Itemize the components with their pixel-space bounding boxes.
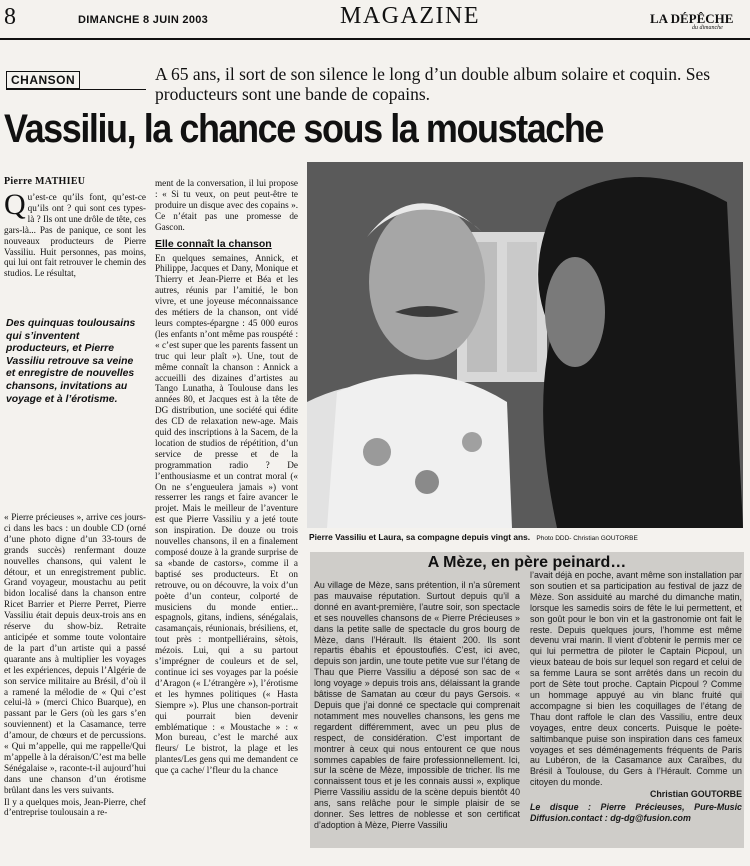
column-1-body <box>4 512 146 842</box>
photo-credit: Photo DDD- Christian GOUTORBE <box>536 535 638 542</box>
paper-name: LA DÉPÊCHE <box>650 11 734 26</box>
header-rule <box>0 38 750 40</box>
sidebar-box <box>310 552 744 848</box>
box-col1-text: Au village de Mèze, sans prétention, il n’a sûrement pas mauvaise réputation. Surtout depuis qu’il a donné en avant-première, l’autre soir, son spectacle et ses nouvelles chansons de « Pierre Précieuses » dans la petite salle de spectacle du gros bourg de Mèze, dans l’Hérault. Ils étaient 200. Ils sont repartis ébahis et époustouflés. C’est, ici avec, depuis son jardin, une toute petite vue sur l’étang de Thau que Pierre Vassiliu a déposé son sac de « long voyage » depuis trois ans, délaissant la grande bâtisse de Samatan au cœur du pays Gersois. « Depuis que j’ai donné ce spectacle qui comprenait notamment mes nouvelles chansons, les gens me regardent différemment, avec un peu plus de respect, de considération. C’est important de montrer à ceux qui nous entourent ce que nous sommes capables de faire professionnellement. Ici, sur la scène de Mèze, impossible de tricher. Ils me connaissent tous et je les connais aussi », explique Pierre Vassiliu assidu de la scène depuis bientôt 40 ans, sans relâche pour le simple plaisir de se donner. Ses lettres de noblesse et son certificat d’adoption à Mèze, Pierre Vassiliu <box>314 580 520 830</box>
paper-subtitle: du dimanche <box>692 25 723 31</box>
byline: Pierre MATHIEU <box>4 176 86 187</box>
standfirst: A 65 ans, il sort de son silence le long d’un double album solaire et coquin. Ses producteurs sont une bande de copains. <box>155 64 711 104</box>
header-date: DIMANCHE 8 JUIN 2003 <box>78 14 209 26</box>
col2-body-text: En quelques semaines, Annick, et Philippe, Jacques et Dany, Monique et Thierry et Jean-Pierre et Béa et les autres, réunis par l’amitié, le bon vivre, et une joyeuse méconnaissance des métiers de la chanson, ont vidé leurs comptes-épargne : 45 000 euros (les enfants n’ont même pas rouspété : « c’est super que les parents fassent un truc qui leur plaît »). Une, tout de même connaît la chanson : Annick a accueilli des dizaines d’artistes au Tango Lunatha, à Toulouse dans les années 80, et Jacques est à la tête de DG distribution, une société qui édite des CD de relaxation new-age. Mais quid des inscriptions à la Sacem, de la location de studios de répétition, d’un service de presse et de la programmation radio ? De l’enthousiasme et un contrat moral (« On ne s’engueulera jamais ») vont resserrer les rangs et faire avancer le projet. Mais le meilleur de l’aventure est que Pierre Vassiliu y a jeté toute son inspiration. De douze ou trois nouvelles chansons, il en a finalement composé douze à la grande surprise de sa «bande de castors», comme il a baptisé ses producteurs. Et on retrouve, ou on découvre, la voix d’un poète d’un conteur, colporté de musiciens du monde entier... espagnols, gitans, indiens, sénégalais, casamançais, réunionais, brésiliens, et, tout près : montpelliérains, sètois, mézois. Lui, qui a su partout s’imprégner de couleurs et de sel, continue ici ses voyages par la poésie d’Aragon (« L’étrangère »), l’érotisme et les hymnes politiques (« Hasta Siempre »). Plus une chanson-portrait qui pourrait bien devenir emblématique : « Moustache » : « Mon bureau, c’est le marché aux fleurs/ Le bistrot, la plage et les plantes/Les gens qui me demandent ce que ça cache/ l’fleur du la chance <box>155 252 298 776</box>
rubric-label: CHANSON <box>6 71 80 89</box>
section-title: MAGAZINE <box>340 3 480 29</box>
headline: Vassiliu, la chance sous la moustache <box>4 107 604 151</box>
box-col2-text: l’avait déjà en poche, avant même son installation par son soutien et sa participation au festival de jazz de Mèze. Son assiduité au marché du dimanche matin, lorsque les samedis soirs de fête le lui permettent, et son goût pour le bon vin et la gastronomie ont fait le reste. Depuis quelques jours, l’homme est même devenu vrai marin. Il vient d’obtenir le permis mer ce qui lui permettra de piloter le Captain Picpoul, un vieux bateau de bois sur lequel son regard et celui de sa femme Laura se sont arrêtés dans un recoin du port de Sète tout proche. Captain Picpoul ? Comme un hommage appuyé au vin blanc fruité qui accompagne si bien les coquillages de l’étang de Thau dont raffole le clan des Vassiliu, entre deux voyages, entre deux concerts. Puisque le poète-saltimbanque puise son inspiration dans ces fameux voyages et ses déménagements fréquents de Paris au Lubéron, de la Casamance aux Caraïbes, du Brésil à Toulouse, du Gers à l’Hérault. Comme un citoyen du monde. <box>530 570 742 788</box>
col1-body-text: « Pierre précieuses », arrive ces jours-ci dans les bacs : un double CD (orné d’une photo digne d’un 33-tours de grands succès) renfermant douze nouvelles chansons, qui valent le détour, et un enregistrement public. Grand voyageur, moustachu au petit bidon localisé dans la chanson entre Ricet Barrier et Pierre Perret, Pierre Vassiliu était depuis deux-trois ans en réserve du show-biz. Retraite anticipée et somme toute volontaire de la part d’un artiste qui a passé quarante ans à multiplier les voyages et les expériences, depuis l’Algérie de son service militaire au Brésil, d’où il a ramené la mélodie de « Qui c’est celui-là » (merci Chico Buarque), en passant par le Gers (où les gars s’en souviennent) et la Casamance, terre d’amour, de chœurs et de percussions. « Qui m’appelle, qui me rappelle/Qui m’appelle à la déraison/C’est ma belle Sénégalaise », raconte-t-il aujourd’hui dans une chanson d’un érotisme brûlant dans les vers suivants. <box>4 512 146 795</box>
col2-top-text: ment de la conversation, il lui propose : « Si tu veux, on peut peut-être te produire un disque avec des copains ». Ce n’était pas une promesse de Gascon. <box>155 178 298 232</box>
rubric-rule <box>6 89 146 90</box>
photo-illustration <box>307 162 743 528</box>
page-number: 8 <box>4 4 16 30</box>
article-photo <box>307 162 743 528</box>
column-2 <box>155 178 298 848</box>
column-1-intro <box>4 192 146 302</box>
box-title: A Mèze, en père peinard… <box>427 554 627 571</box>
col2-subhead: Elle connaît la chanson <box>155 237 272 250</box>
box-column-2 <box>530 570 742 848</box>
column-1-lede: Des quinquas toulousains qui s’inventent producteurs, et Pierre Vassiliu retrouve sa veine et enregistre de nouvelles chansons, invitations au voyage et à l’érotisme. <box>6 318 136 405</box>
dropcap: Q <box>4 192 26 221</box>
box-signature: Christian GOUTORBE <box>649 789 742 800</box>
caption-text: Pierre Vassiliu et Laura, sa compagne depuis vingt ans. <box>309 532 531 542</box>
box-disc-info: Le disque : Pierre Précieuses, Pure-Music Diffusion.contact : dg-dg@fusion.com <box>530 802 742 823</box>
photo-caption <box>309 532 749 542</box>
intro-text: u’est-ce qu’ils font, qu’est-ce qu’ils ont ? qui sont ces types-là ? Ils ont une drôle de tête, ces gars-là... Pas de panique, ce sont les nouveaux producteurs de Pierre Vassiliu. Huit personnes, pas moins, qui lui ont fait retrouver le chemin des studios. Le résultat, <box>4 192 146 279</box>
col1-tail-text: Il y a quelques mois, Jean-Pierre, chef d’entreprise toulousain a re- <box>4 796 146 818</box>
box-column-1 <box>314 580 520 846</box>
